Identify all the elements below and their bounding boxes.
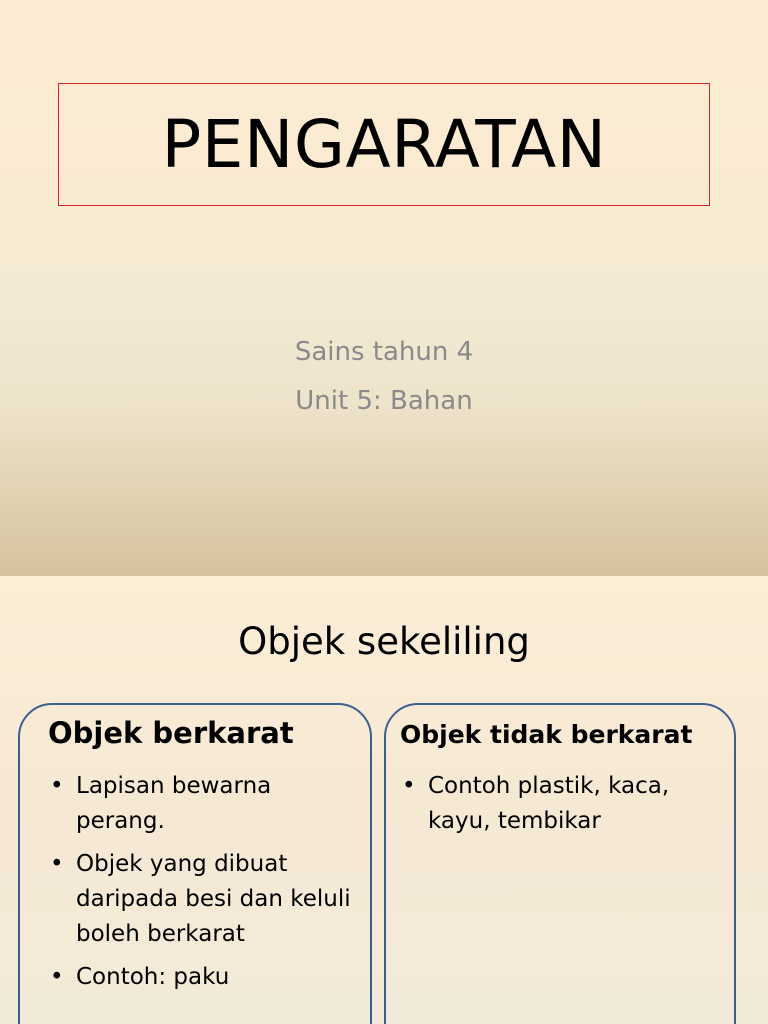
bullet-item bbox=[46, 847, 364, 952]
subtitle-line-2: Unit 5: Bahan bbox=[295, 386, 473, 416]
bullet-icon: • bbox=[50, 773, 64, 799]
bullet-text: Lapisan bewarna perang. bbox=[76, 773, 272, 834]
bullet-item bbox=[398, 769, 728, 839]
slide-2 bbox=[0, 576, 768, 1024]
bullet-item bbox=[46, 960, 364, 995]
bullet-item bbox=[46, 769, 364, 839]
bullet-icon: • bbox=[50, 964, 64, 990]
box-title: Objek tidak berkarat bbox=[400, 720, 693, 749]
bullet-icon: • bbox=[50, 851, 64, 877]
box-title: Objek berkarat bbox=[48, 716, 294, 750]
bullet-icon: • bbox=[402, 773, 416, 799]
title-box bbox=[58, 83, 710, 206]
bullet-text: Contoh plastik, kaca, kayu, tembikar bbox=[428, 773, 670, 834]
bullet-list bbox=[398, 769, 728, 847]
slide-title: PENGARATAN bbox=[161, 105, 607, 183]
bullet-list bbox=[46, 769, 364, 1003]
rusting-objects-box bbox=[18, 703, 372, 1024]
subtitle-line-1: Sains tahun 4 bbox=[294, 337, 474, 367]
bullet-text: Contoh: paku bbox=[76, 964, 230, 990]
bullet-text: Objek yang dibuat daripada besi dan keluli boleh berkarat bbox=[76, 851, 351, 947]
slide-heading: Objek sekeliling bbox=[238, 620, 530, 663]
non-rusting-objects-box bbox=[384, 703, 736, 1024]
